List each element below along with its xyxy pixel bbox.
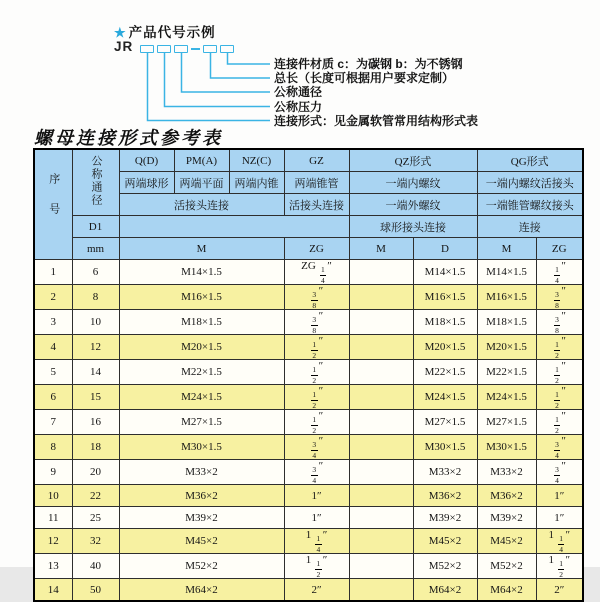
table-cell: M64×2 [119,579,284,602]
header-conn-qg: 一端锥管螺纹接头 [477,194,583,216]
table-cell: M27×1.5 [477,410,536,435]
table-cell: $\frac{1}{2}$ ″ [536,385,583,410]
table-body [34,260,583,602]
table-cell: M22×1.5 [119,360,284,385]
table-cell: $\frac{3}{4}$ ″ [536,460,583,485]
leader-line-pressure [165,53,271,107]
fraction: $\frac{1}{4}$ [555,265,559,285]
table-cell: 1 $\frac{1}{2}$ ″ [536,554,583,579]
table-cell: M14×1.5 [119,260,284,285]
table-cell: $\frac{1}{2}$ ″ [536,335,583,360]
star-icon: ★ [114,25,127,40]
table-cell: 13 [34,554,72,579]
table-cell: M52×2 [413,554,477,579]
table-cell: M14×1.5 [413,260,477,285]
header-row-1 [34,149,583,172]
table-cell: M20×1.5 [413,335,477,360]
header-code-qg: QG形式 [477,149,583,172]
fraction: $\frac{1}{2}$ [316,559,321,579]
header-code-nzc: NZ(C) [229,149,284,172]
fraction: $\frac{1}{4}$ [559,534,563,554]
table-cell: $\frac{1}{2}$ ″ [284,410,349,435]
header-conn-gz: 活接头连接 [284,194,349,216]
header-dn [72,149,119,216]
table-cell: 5 [34,360,72,385]
table-cell: 10 [72,310,119,335]
table-cell: M52×2 [119,554,284,579]
table-cell: 2 [34,285,72,310]
table-cell: 20 [72,460,119,485]
table-cell: $\frac{1}{2}$ ″ [284,360,349,385]
fraction: $\frac{1}{2}$ [312,390,317,410]
table-cell: 40 [72,554,119,579]
table-cell [349,385,413,410]
header-ends-qg: 一端内螺纹活接头 [477,172,583,194]
header-ends-pma: 两端平面 [174,172,229,194]
fraction: $\frac{3}{4}$ [312,440,317,460]
diagram-labels [274,57,478,128]
table-cell: M64×2 [477,579,536,602]
table-cell: M52×2 [477,554,536,579]
table-cell: $\frac{1}{2}$ ″ [284,385,349,410]
table-row [34,310,583,335]
header-unit-m2: M [349,238,413,260]
fraction: $\frac{3}{4}$ [312,465,317,485]
table-cell: M22×1.5 [413,360,477,385]
table-cell: $\frac{3}{8}$ ″ [536,285,583,310]
header-ball-conn: 球形接头连接 [349,216,477,238]
table-cell: M20×1.5 [477,335,536,360]
table-cell: M39×2 [477,507,536,529]
table-cell [349,579,413,602]
table-cell: 1 $\frac{1}{2}$ ″ [284,554,349,579]
header-row-5 [34,238,583,260]
table-cell: $\frac{1}{2}$ ″ [536,410,583,435]
fraction: $\frac{1}{2}$ [312,340,317,360]
fraction: $\frac{3}{8}$ [555,315,559,335]
table-cell: M22×1.5 [477,360,536,385]
table-cell [349,310,413,335]
label-pressure: 公称压力 [274,99,323,114]
table-cell: 7 [34,410,72,435]
table-row [34,460,583,485]
table-cell [349,435,413,460]
fraction: $\frac{1}{2}$ [555,390,559,410]
table-cell: 16 [72,410,119,435]
leader-line-form [148,53,271,121]
fraction: $\frac{3}{8}$ [312,315,317,335]
table-cell: 1 [34,260,72,285]
table-cell: 2″ [536,579,583,602]
fraction: $\frac{1}{2}$ [312,365,317,385]
table-row [34,285,583,310]
table-cell [349,260,413,285]
table-row [34,260,583,285]
fraction: $\frac{1}{2}$ [555,365,559,385]
table-cell: 6 [34,385,72,410]
fraction: $\frac{3}{4}$ [555,465,559,485]
table-cell [349,529,413,554]
table-row [34,529,583,554]
table-cell: M39×2 [119,507,284,529]
table-cell: M18×1.5 [477,310,536,335]
table-row [34,485,583,507]
header-dn-label: 公称通径 [90,155,102,207]
table-cell: M30×1.5 [477,435,536,460]
table-cell: M16×1.5 [119,285,284,310]
table-cell: M24×1.5 [413,385,477,410]
table-cell: M14×1.5 [477,260,536,285]
fraction: $\frac{1}{2}$ [555,340,559,360]
table-cell: 12 [72,335,119,360]
table-cell: ZG $\frac{1}{4}$ ″ [284,260,349,285]
header-conn-qz: 一端外螺纹 [349,194,477,216]
table-row [34,579,583,602]
header-ends-qd: 两端球形 [119,172,174,194]
header-unit-mm: mm [72,238,119,260]
table-cell: 11 [34,507,72,529]
table-cell: 1″ [284,485,349,507]
table-cell: M24×1.5 [477,385,536,410]
table-title: 螺母连接形式参考表 [34,128,223,148]
table-cell: 14 [72,360,119,385]
fraction: $\frac{3}{8}$ [312,290,317,310]
table-cell: 2″ [284,579,349,602]
header-code-qz: QZ形式 [349,149,477,172]
table-cell [349,485,413,507]
fraction: $\frac{1}{2}$ [312,415,317,435]
header-conn: 连接 [477,216,583,238]
table-cell: 6 [72,260,119,285]
table-row [34,507,583,529]
header-unit-zg1: ZG [284,238,349,260]
table-cell: M36×2 [477,485,536,507]
table-cell: 18 [72,435,119,460]
table-cell: $\frac{1}{4}$ ″ [536,260,583,285]
table-cell: $\frac{3}{4}$ ″ [536,435,583,460]
code-box-5 [220,45,234,53]
table-cell [349,410,413,435]
table-cell: 1 $\frac{1}{4}$ ″ [536,529,583,554]
table-cell: 9 [34,460,72,485]
table-cell: 32 [72,529,119,554]
table-cell: $\frac{3}{4}$ ″ [284,460,349,485]
fraction: $\frac{1}{4}$ [321,265,325,285]
table-cell [349,507,413,529]
header-unit-m3: M [477,238,536,260]
label-form: 连接形式：见金属软管常用结构形式表 [274,113,479,128]
table-cell: M45×2 [119,529,284,554]
table-cell: M64×2 [413,579,477,602]
table-cell: M18×1.5 [119,310,284,335]
code-dash [191,48,200,50]
table-row [34,335,583,360]
table-cell: 4 [34,335,72,360]
table-row [34,360,583,385]
table-cell: M16×1.5 [477,285,536,310]
diagram-title [114,21,216,41]
table-cell: M27×1.5 [119,410,284,435]
header-seq-label: 序号 [47,173,60,233]
table-cell: M20×1.5 [119,335,284,360]
header-ends-nzc: 两端内锥 [229,172,284,194]
table-cell: 12 [34,529,72,554]
label-diameter: 公称通径 [274,85,323,100]
header-d1-blank [119,216,349,238]
table-cell: M24×1.5 [119,385,284,410]
header-code-gz: GZ [284,149,349,172]
table-cell [349,360,413,385]
table-cell: M39×2 [413,507,477,529]
table-cell: M18×1.5 [413,310,477,335]
table-cell: $\frac{1}{2}$ ″ [536,360,583,385]
code-box-1 [140,45,154,53]
leader-line-diameter [182,53,271,92]
table-cell: 10 [34,485,72,507]
table-cell: 1 $\frac{1}{4}$ ″ [284,529,349,554]
header-d1: D1 [72,216,119,238]
table-cell: M45×2 [477,529,536,554]
table-row [34,410,583,435]
table-cell: $\frac{3}{8}$ ″ [284,310,349,335]
table-row [34,435,583,460]
header-unit-zg2: ZG [536,238,583,260]
header-row-4 [34,216,583,238]
product-code-prefix: JR [114,39,134,54]
table-cell [349,460,413,485]
table-cell: 1″ [536,507,583,529]
header-code-pma: PM(A) [174,149,229,172]
header-conn-union: 活接头连接 [119,194,284,216]
table-cell: $\frac{1}{2}$ ″ [284,335,349,360]
table-cell: 8 [72,285,119,310]
header-unit-d: D [413,238,477,260]
table-cell [349,554,413,579]
table-cell: 1″ [536,485,583,507]
table-cell: M30×1.5 [119,435,284,460]
table-cell: 8 [34,435,72,460]
fraction: $\frac{3}{8}$ [555,290,559,310]
table-cell: 1″ [284,507,349,529]
table-cell: 3 [34,310,72,335]
leader-line-material [228,53,271,64]
table-cell: M33×2 [413,460,477,485]
table-cell: 22 [72,485,119,507]
fraction: $\frac{1}{2}$ [555,415,559,435]
code-box-4 [203,45,217,53]
table-cell: M30×1.5 [413,435,477,460]
fraction: $\frac{1}{4}$ [316,534,321,554]
code-box-2 [157,45,171,53]
table-cell: M36×2 [413,485,477,507]
table-cell [349,285,413,310]
table-cell: $\frac{3}{4}$ ″ [284,435,349,460]
header-ends-gz: 两端锥管 [284,172,349,194]
label-length: 总长（长度可根据用户要求定制） [274,71,455,86]
reference-table [33,148,584,602]
table-cell: M45×2 [413,529,477,554]
table-cell: $\frac{3}{8}$ ″ [536,310,583,335]
table-cell: M27×1.5 [413,410,477,435]
label-material: 连接件材质 c：为碳钢 b：为不锈钢 [274,57,463,71]
header-unit-m1: M [119,238,284,260]
table-cell: $\frac{3}{8}$ ″ [284,285,349,310]
header-ends-qz: 一端内螺纹 [349,172,477,194]
table-cell: M36×2 [119,485,284,507]
fraction: $\frac{3}{4}$ [555,440,559,460]
table-row [34,385,583,410]
diagram-title-text: 产品代号示例 [128,25,216,40]
table-cell: 14 [34,579,72,602]
table-cell [349,335,413,360]
leader-line-length [211,53,271,78]
table-cell: 15 [72,385,119,410]
header-code-qd: Q(D) [119,149,174,172]
header-seq [34,149,72,260]
table-cell: 50 [72,579,119,602]
fraction: $\frac{1}{2}$ [559,559,563,579]
table-cell: M33×2 [119,460,284,485]
code-box-3 [174,45,188,53]
table-cell: M16×1.5 [413,285,477,310]
table-cell: 25 [72,507,119,529]
table-cell: M33×2 [477,460,536,485]
table-row [34,554,583,579]
